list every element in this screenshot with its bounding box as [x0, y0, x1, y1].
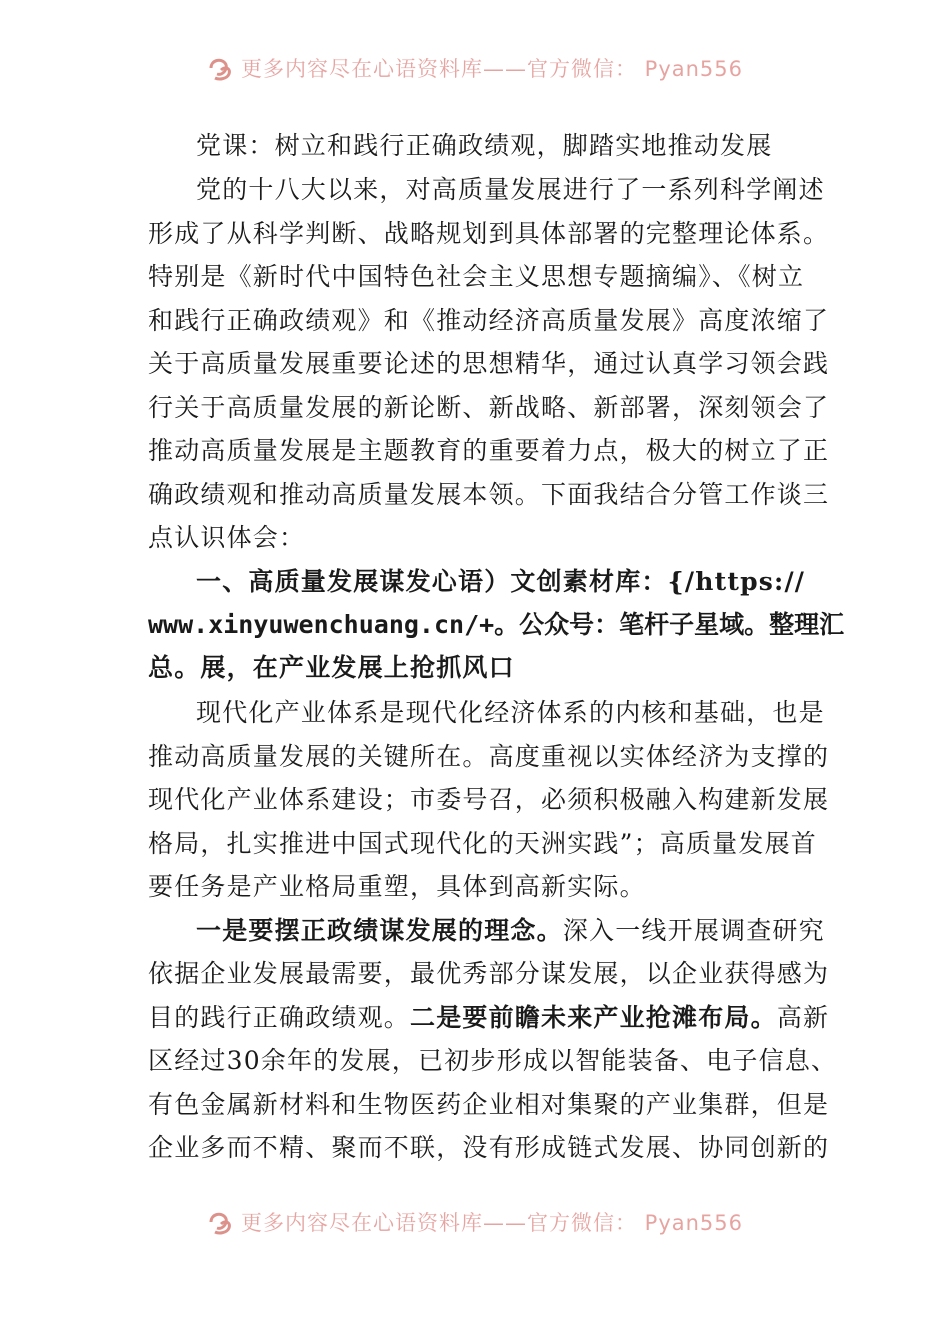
- paragraph-line: [148, 1002, 829, 1034]
- watermark-text: 更多内容尽在心语资料库——官方微信： Pyan556: [240, 1211, 744, 1235]
- section-heading-line: 总。展，在产业发展上抢抓风口: [148, 653, 515, 682]
- paragraph-line: 和践行正确政绩观》和《推动经济高质量发展》高度浓缩了: [148, 306, 830, 335]
- paragraph-line: 要任务是产业格局重塑，具体到高新实际。: [148, 872, 646, 901]
- point-two-text: 高新: [776, 1003, 830, 1032]
- section-heading-url: www.xinyuwenchuang.cn/+。公众号：笔杆子星域。整理汇: [148, 610, 845, 639]
- paragraph-line: 点认识体会：: [148, 523, 306, 552]
- paragraph-line: 区经过30余年的发展，已初步形成以智能装备、电子信息、: [148, 1046, 838, 1075]
- paragraph-line: 党的十八大以来，对高质量发展进行了一系列科学阐述: [196, 175, 825, 204]
- point-one-text: 深入一线开展调查研究: [562, 916, 825, 945]
- point-two-heading: 二是要前瞻未来产业抢滩布局。: [410, 1003, 777, 1032]
- paragraph-line: 关于高质量发展重要论述的思想精华，通过认真学习领会践: [148, 349, 830, 378]
- document-title: 党课：树立和践行正确政绩观，脚踏实地推动发展: [196, 131, 773, 160]
- watermark-logo-icon: [207, 54, 235, 82]
- watermark-text: 更多内容尽在心语资料库——官方微信： Pyan556: [240, 57, 744, 81]
- point-one-heading: 一是要摆正政绩谋发展的理念。: [196, 916, 563, 945]
- paragraph-line: 依据企业发展最需要，最优秀部分谋发展，以企业获得感为: [148, 959, 830, 988]
- section-heading-line: 一、高质量发展谋发心语）文创素材库：{/https://: [196, 567, 806, 596]
- watermark-logo-icon: [207, 1208, 235, 1236]
- paragraph-line: 确政绩观和推动高质量发展本领。下面我结合分管工作谈三: [148, 480, 830, 509]
- paragraph-line: 有色金属新材料和生物医药企业相对集聚的产业集群，但是: [148, 1090, 830, 1119]
- paragraph-line: [196, 915, 825, 947]
- paragraph-line: 格局，扎实推进中国式现代化的天洲实践”；高质量发展首: [148, 829, 817, 858]
- paragraph-line: 企业多而不精、聚而不联，没有形成链式发展、协同创新的: [148, 1133, 830, 1162]
- paragraph-line: 推动高质量发展是主题教育的重要着力点，极大的树立了正: [148, 436, 830, 465]
- footer-watermark: [0, 1202, 950, 1242]
- header-watermark: [0, 48, 950, 88]
- paragraph-line: 现代化产业体系是现代化经济体系的内核和基础，也是: [196, 698, 825, 727]
- section-heading-line: [148, 609, 844, 641]
- paragraph-line: 行关于高质量发展的新论断、新战略、新部署，深刻领会了: [148, 393, 830, 422]
- point-one-end: 目的践行正确政绩观。: [148, 1003, 411, 1032]
- paragraph-line: 特别是《新时代中国特色社会主义思想专题摘编》、《树立: [148, 262, 805, 291]
- paragraph-line: 推动高质量发展的关键所在。高度重视以实体经济为支撑的: [148, 742, 830, 771]
- paragraph-line: 形成了从科学判断、战略规划到具体部署的完整理论体系。: [148, 219, 830, 248]
- paragraph-line: 现代化产业体系建设；市委号召，必须积极融入构建新发展: [148, 785, 830, 814]
